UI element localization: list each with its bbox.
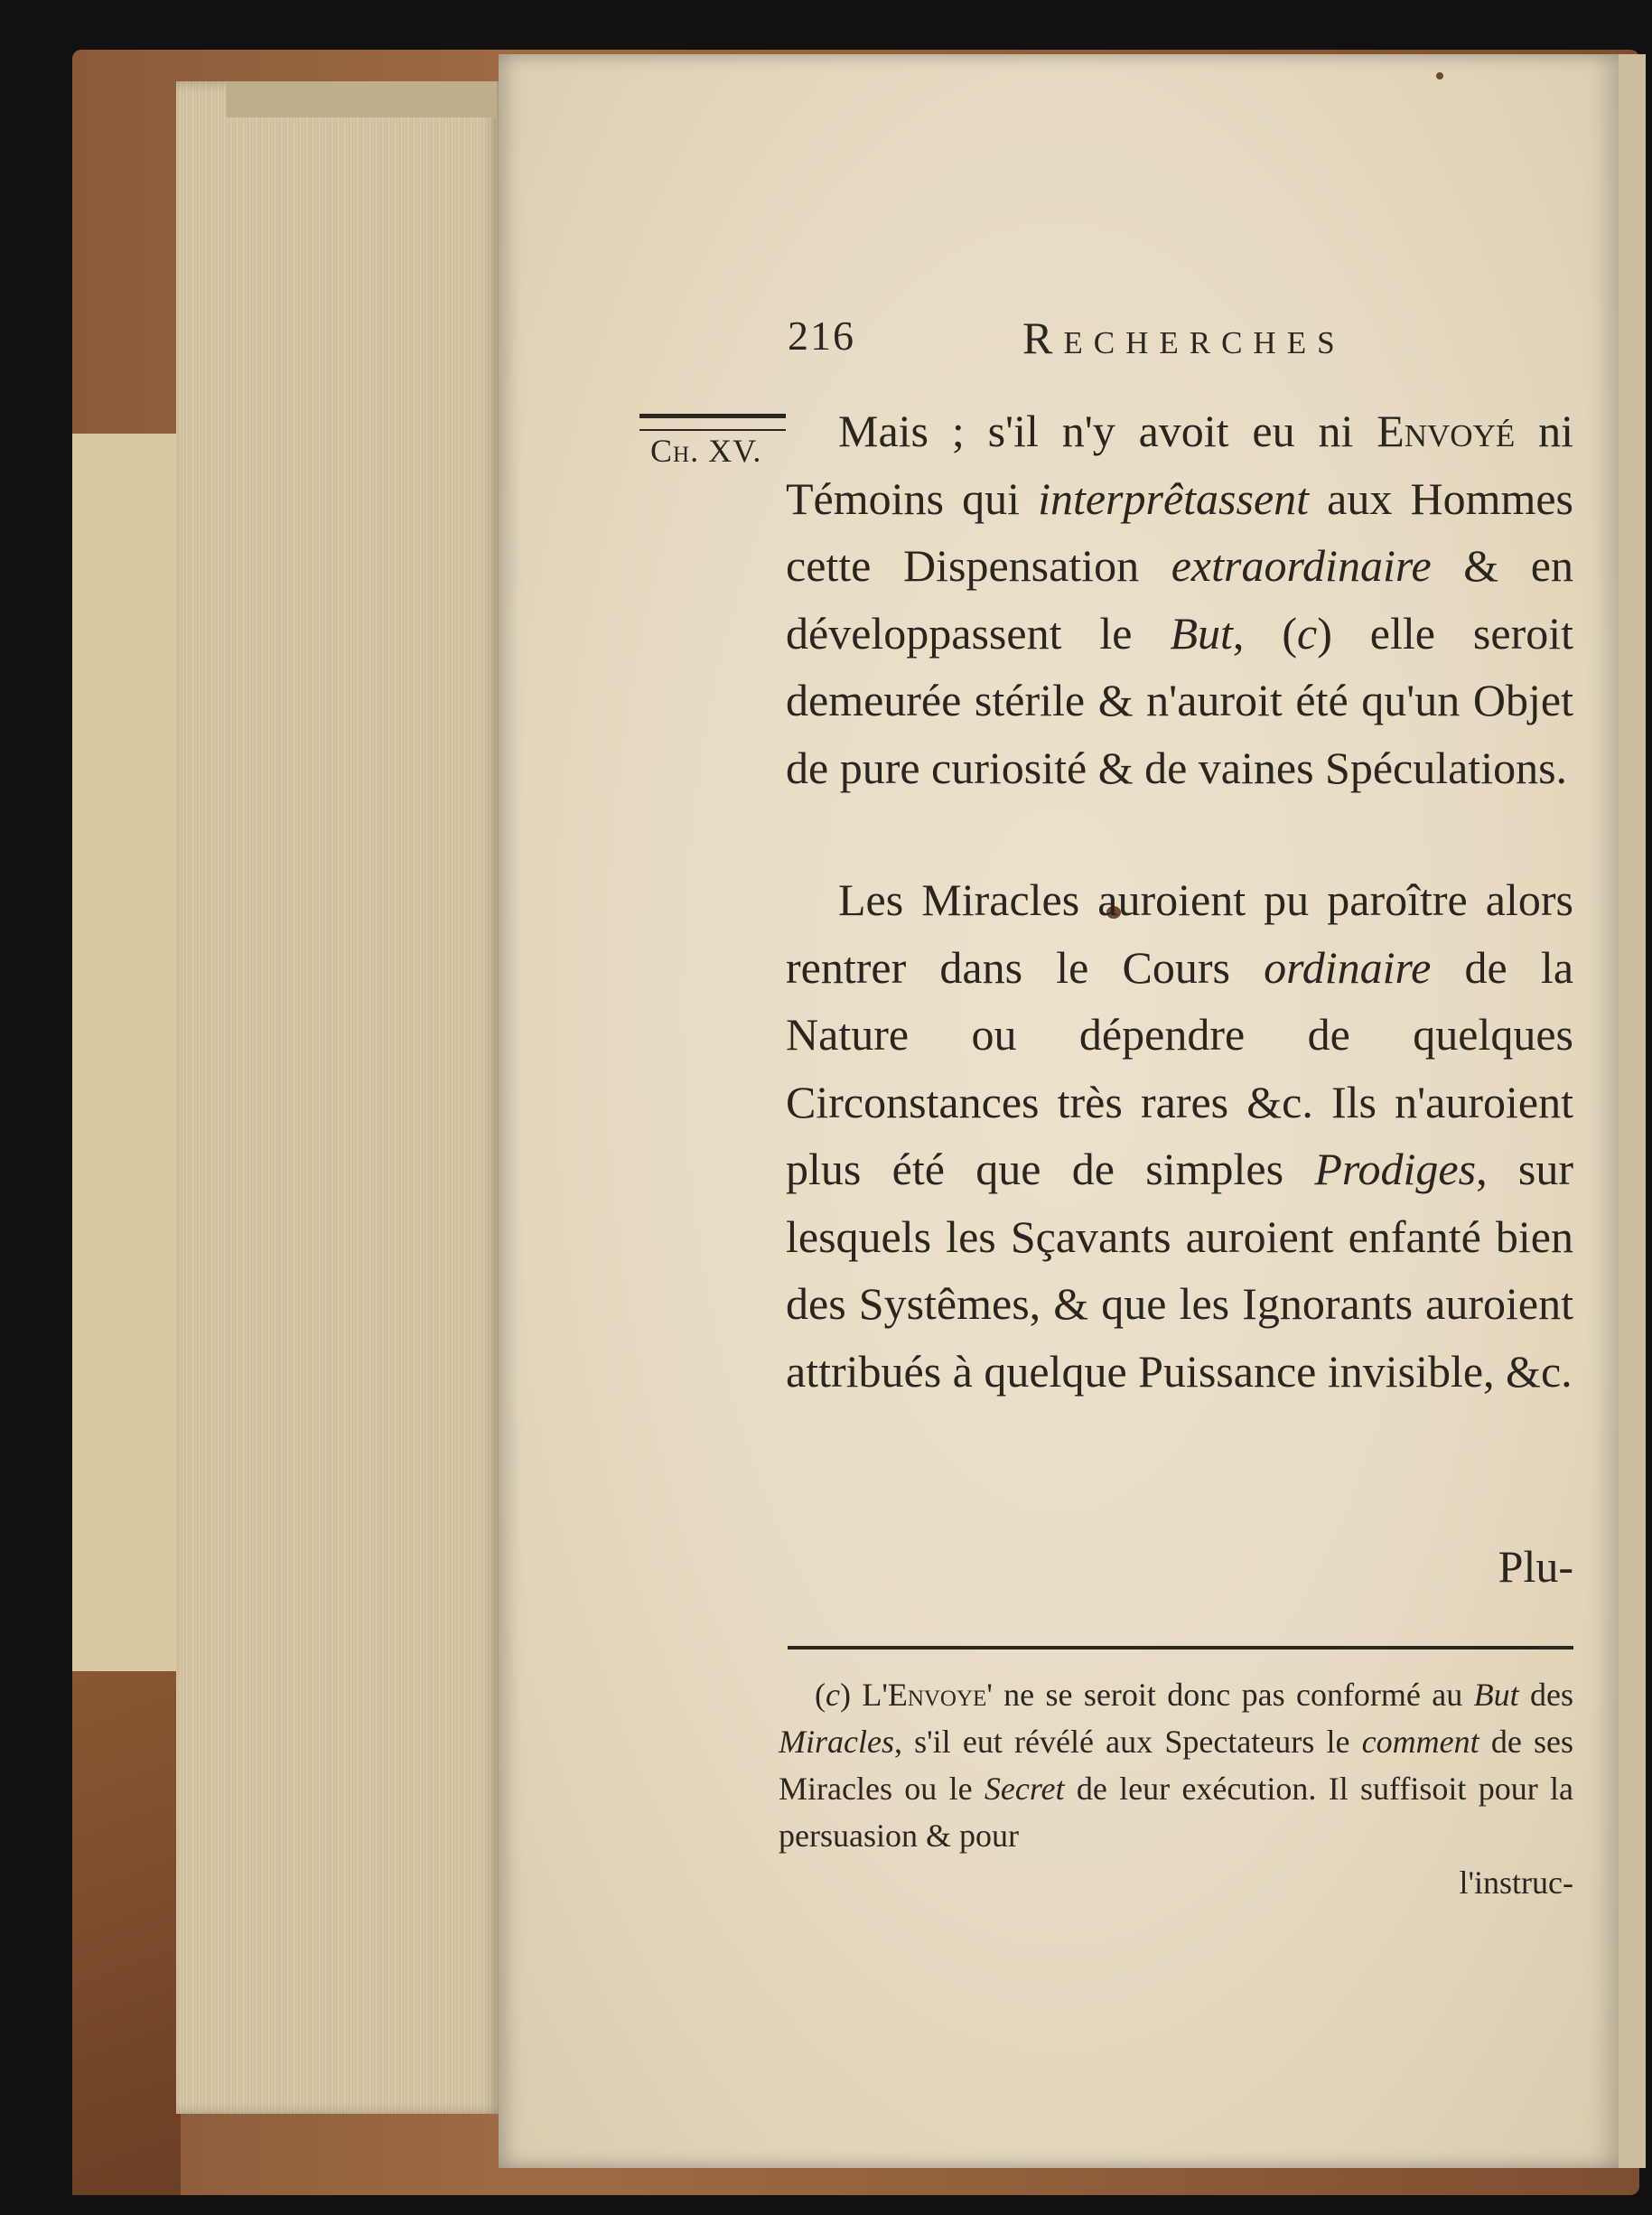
cover-leather-corner: [72, 1671, 181, 2195]
footnote: [779, 1671, 1573, 1859]
page-edges: [176, 81, 501, 2114]
footnote-rule: [788, 1646, 1573, 1650]
catchword: Plu-: [1498, 1541, 1573, 1592]
chapter-margin-note: Ch. XV.: [650, 433, 762, 469]
body-text: [786, 397, 1573, 1405]
paragraph-1: Mais ; s'il n'y avoit eu ni Envoyé ni Témoins qui interprêtassent aux Hommes cette Dispensation extraordinaire & en développassent le But, (c) elle seroit demeurée stérile & n'auroit été qu'un Objet de pure curiosité & de vaines Spéculations.: [786, 406, 1573, 793]
paragraph-2: Les Miracles auroient pu paroître alors rentrer dans le Cours ordinaire de la Nature ou dépendre de quelques Circonstances très rares &c. Ils n'auroient plus été que de simples Prodiges, sur lesquels les Sçavants auroient enfanté bien des Systêmes, & que les Ignorants auroient attribués à quelque Puissance invisible, &c.: [786, 874, 1574, 1397]
margin-rule: [639, 414, 786, 431]
facing-page-edge: [1619, 54, 1646, 2168]
foxing-spot: [1436, 72, 1443, 79]
page-number: 216: [788, 313, 855, 359]
page-edges-top: [226, 81, 497, 117]
running-head: Recherches: [1022, 313, 1346, 363]
page-header: [788, 312, 1582, 375]
cover-cream-panel: [72, 434, 181, 1671]
footnote-catchword: l'instruc-: [1459, 1865, 1573, 1901]
footnote-text: (c) L'Envoye' ne se seroit donc pas conformé au But des Miracles, s'il eut révélé aux Spectateurs le comment de ses Miracles ou le Secret de leur exécution. Il suffisoit pour la persuasion & pour: [779, 1677, 1574, 1854]
